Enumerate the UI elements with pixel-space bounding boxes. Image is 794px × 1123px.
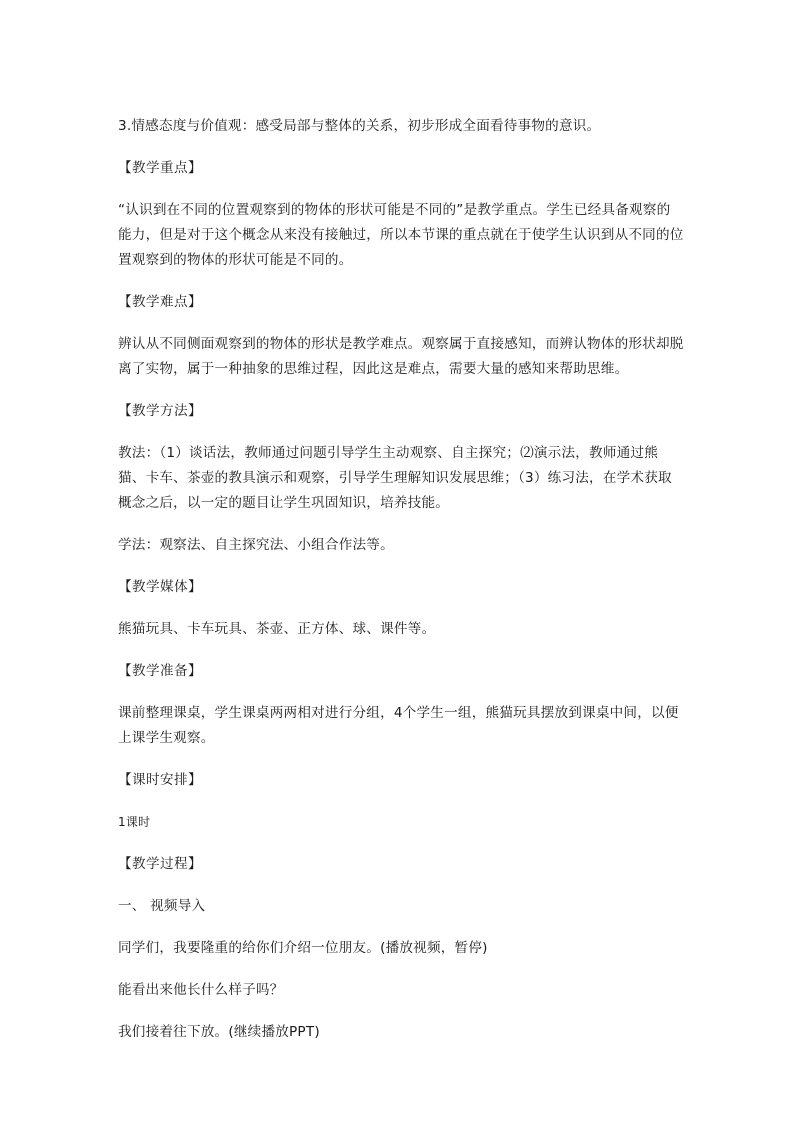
key-point-text: “认识到在不同的位置观察到的物体的形状可能是不同的”是教学重点。学生已经具备观察的能力，但是对于这个概念从来没有接触过，所以本节课的重点就在于使学生认识到从不同的位置观察到的物体的形状可能是不同的。 xyxy=(118,202,684,268)
key-point-heading: 【教学重点】 xyxy=(118,160,202,176)
objective-3: 3.情感态度与价值观：感受局部与整体的关系，初步形成全面看待事物的意识。 xyxy=(118,118,601,134)
process-line-2: 能看出来他长什么样子吗？ xyxy=(118,982,284,998)
schedule-text: 1课时 xyxy=(118,815,151,829)
teaching-method-text: 教法：（1）谈话法，教师通过问题引导学生主动观察、自主探究；⑵演示法，教师通过熊猫、卡车、茶壶的教具演示和观察，引导学生理解知识发展思维；（3）练习法，在学术获取概念之后，以一定的题目让学生巩固知识，培养技能。 xyxy=(118,445,672,511)
process-section-1: 一、 视频导入 xyxy=(118,898,206,914)
process-line-1: 同学们，我要隆重的给你们介绍一位朋友。(播放视频，暂停) xyxy=(118,940,488,956)
document-body xyxy=(118,114,684,1045)
learning-method-text: 学法：观察法、自主探究法、小组合作法等。 xyxy=(118,537,394,553)
preparation-heading: 【教学准备】 xyxy=(118,663,202,679)
schedule-heading: 【课时安排】 xyxy=(118,772,202,788)
difficulty-text: 辨认从不同侧面观察到的物体的形状是教学难点。观察属于直接感知，而辨认物体的形状却脱离了实物，属于一种抽象的思维过程，因此这是难点，需要大量的感知来帮助思维。 xyxy=(118,336,684,377)
media-heading: 【教学媒体】 xyxy=(118,579,202,595)
process-heading: 【教学过程】 xyxy=(118,856,202,872)
process-line-3: 我们接着往下放。(继续播放PPT) xyxy=(118,1024,320,1040)
preparation-text: 课前整理课桌，学生课桌两两相对进行分组，4个学生一组，熊猫玩具摆放到课桌中间，以便上课学生观察。 xyxy=(118,705,679,746)
media-text: 熊猫玩具、卡车玩具、茶壶、正方体、球、课件等。 xyxy=(118,621,436,637)
method-heading: 【教学方法】 xyxy=(118,403,202,419)
difficulty-heading: 【教学难点】 xyxy=(118,294,202,310)
